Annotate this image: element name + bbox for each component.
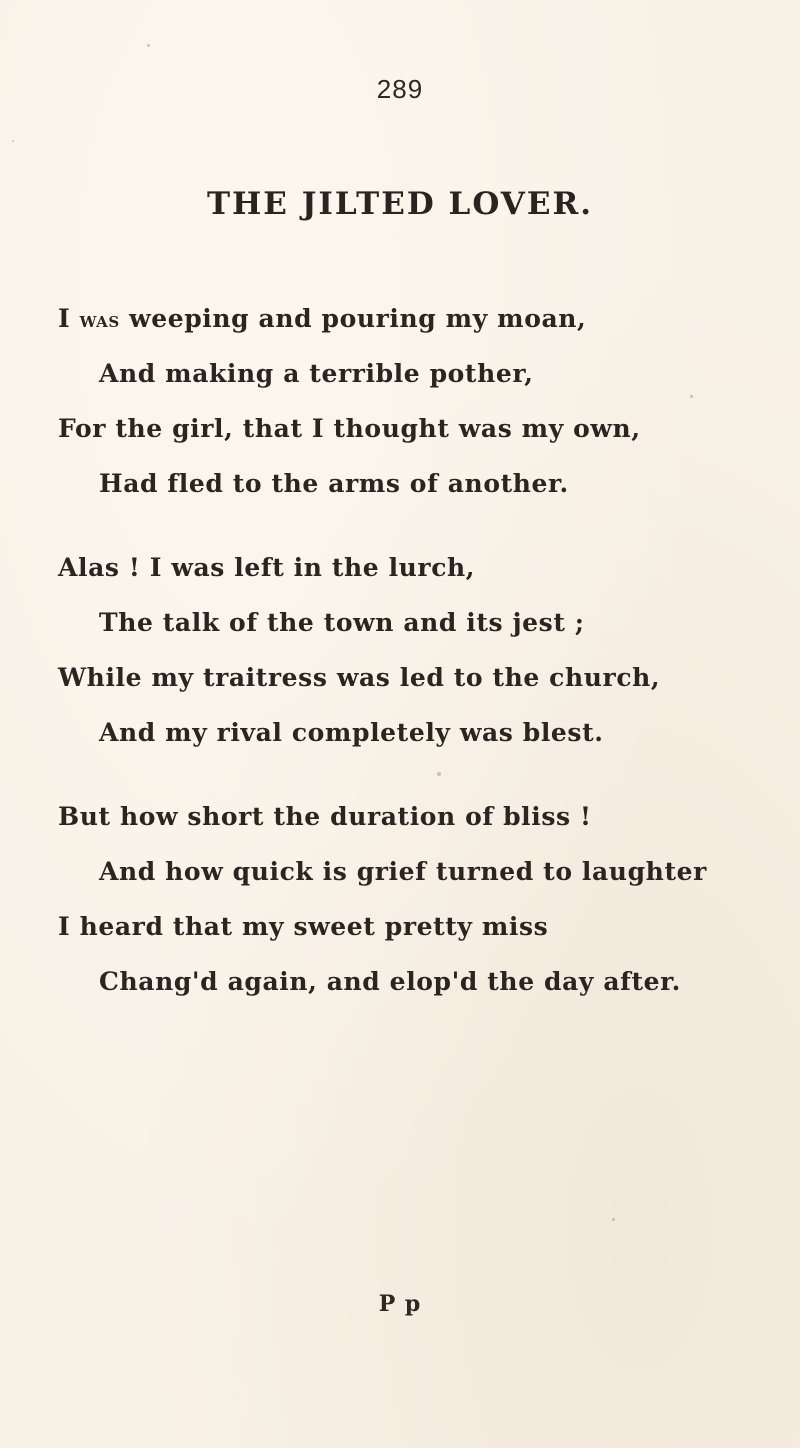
poem-line: [58, 304, 586, 333]
line-smallcaps-word: was: [79, 307, 120, 333]
line-lead: I: [58, 304, 80, 333]
poem-line: And how quick is grief turned to laughter: [99, 857, 707, 886]
poem-line: And making a terrible pother,: [99, 359, 534, 388]
poem-line: Alas ! I was left in the lurch,: [58, 553, 476, 582]
poem-line: For the girl, that I thought was my own,: [58, 414, 641, 443]
paper-speck: [437, 772, 441, 776]
poem-line: I heard that my sweet pretty miss: [58, 912, 549, 941]
paper-speck: [612, 1218, 615, 1221]
line-rest: weeping and pouring my moan,: [119, 304, 587, 333]
poem-line: But how short the duration of bliss !: [58, 802, 592, 831]
poem-line: Chang'd again, and elop'd the day after.: [99, 967, 681, 996]
poem-line: While my traitress was led to the church,: [58, 663, 661, 692]
paper-speck: [147, 44, 150, 47]
signature-mark: P p: [378, 1291, 422, 1317]
poem-line: And my rival completely was blest.: [99, 718, 604, 747]
poem-line: Had fled to the arms of another.: [99, 469, 569, 498]
page-number: 289: [376, 74, 424, 104]
poem-line: The talk of the town and its jest ;: [99, 608, 585, 637]
poem-title: THE JILTED LOVER.: [206, 186, 594, 222]
paper-speck: [12, 140, 14, 142]
paper-speck: [690, 395, 693, 398]
